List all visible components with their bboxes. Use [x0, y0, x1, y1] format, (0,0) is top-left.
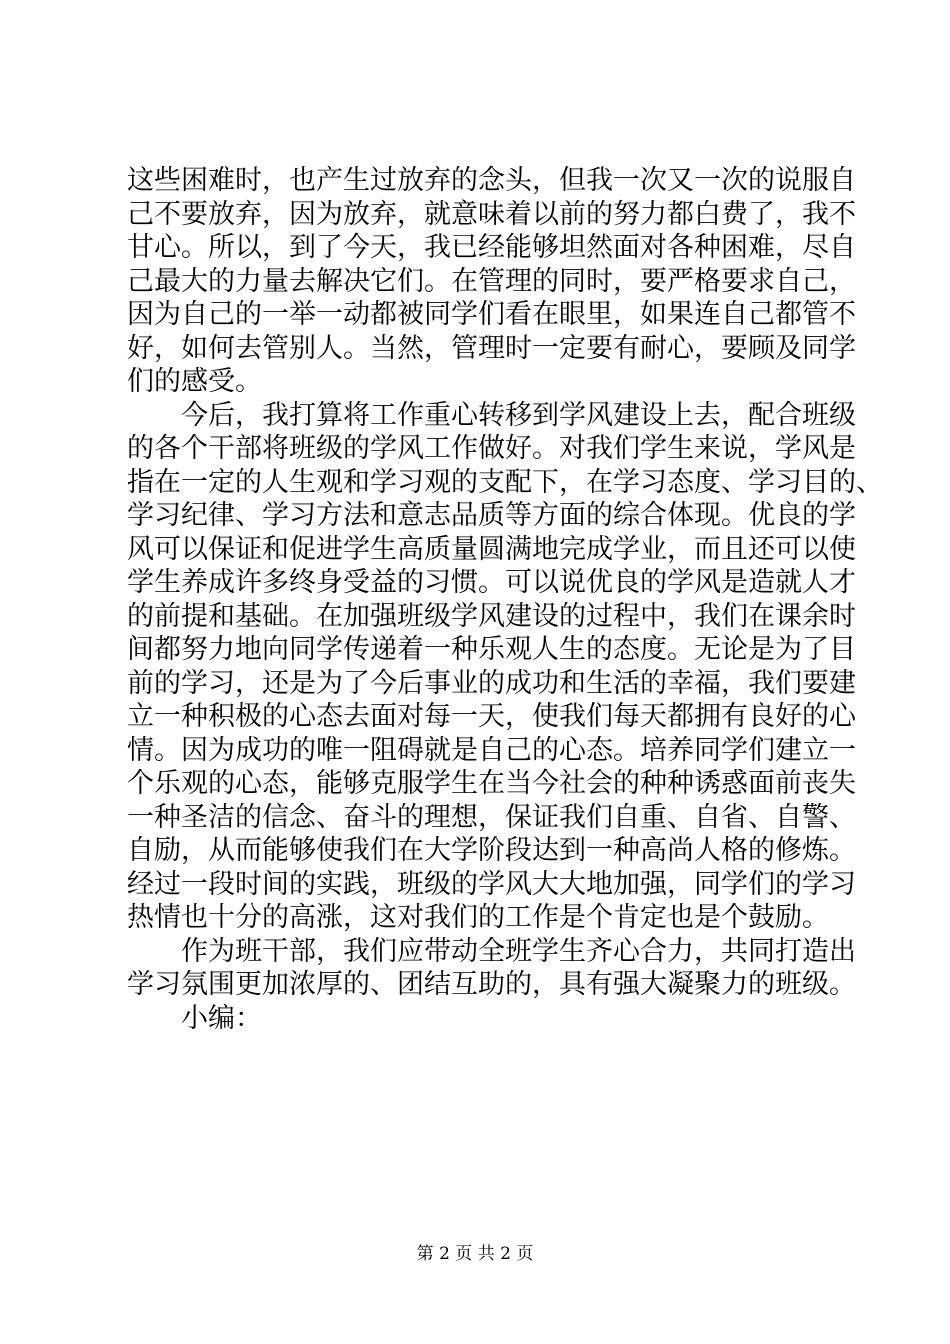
text-line: 学生养成许多终身受益的习惯。可以说优良的学风是造就人才	[127, 567, 856, 598]
document-body	[127, 164, 883, 1035]
text-line: 热情也十分的高涨，这对我们的工作是个肯定也是个鼓励。	[127, 902, 829, 933]
text-line: 前的学习，还是为了今后事业的成功和生活的幸福，我们要建	[127, 667, 856, 699]
text-line: 学习氛围更加浓厚的、团结互助的，具有强大凝聚力的班级。	[127, 969, 856, 1000]
text-line: 个乐观的心态，能够克服学生在当今社会的种种诱惑面前丧失	[127, 768, 856, 799]
text-line: 情。因为成功的唯一阻碍就是自己的心态。培养同学们建立一	[127, 734, 856, 766]
text-line: 这些困难时，也产生过放弃的念头，但我一次又一次的说服自	[127, 165, 856, 196]
text-line: 们的感受。	[127, 366, 262, 397]
text-line: 一种圣洁的信念、奋斗的理想，保证我们自重、自省、自警、	[127, 801, 856, 833]
text-line: 的前提和基础。在加强班级学风建设的过程中，我们在课余时	[127, 600, 856, 632]
text-line: 己不要放弃，因为放弃，就意味着以前的努力都白费了，我不	[127, 198, 856, 230]
text-line: 间都努力地向同学传递着一种乐观人生的态度。无论是为了目	[127, 634, 856, 665]
text-line: 风可以保证和促进学生高质量圆满地完成学业，而且还可以使	[127, 533, 856, 565]
text-line: 立一种积极的心态去面对每一天，使我们每天都拥有良好的心	[127, 701, 856, 732]
text-line: 学习纪律、学习方法和意志品质等方面的综合体现。优良的学	[127, 500, 856, 531]
text-line: 指在一定的人生观和学习观的支配下，在学习态度、学习目的、	[127, 466, 883, 498]
paragraph-4	[127, 1002, 827, 1036]
text-line: 好，如何去管别人。当然，管理时一定要有耐心，要顾及同学	[127, 332, 856, 364]
page-number-footer: 第 2 页 共 2 页	[416, 1244, 534, 1264]
text-line: 作为班干部，我们应带动全班学生齐心合力，共同打造出	[181, 935, 856, 967]
paragraph-1	[127, 164, 856, 399]
text-line: 的各个干部将班级的学风工作做好。对我们学生来说，学风是	[127, 433, 856, 464]
paragraph-2	[127, 399, 883, 935]
text-line: 自励，从而能够使我们在大学阶段达到一种高尚人格的修炼。	[127, 835, 856, 866]
text-line: 己最大的力量去解决它们。在管理的同时，要严格要求自己，	[127, 265, 856, 297]
text-line: 小编：	[181, 1002, 262, 1034]
text-line: 因为自己的一举一动都被同学们看在眼里，如果连自己都管不	[127, 299, 856, 330]
text-line: 经过一段时间的实践，班级的学风大大地加强，同学们的学习	[127, 868, 856, 900]
text-line: 今后，我打算将工作重心转移到学风建设上去，配合班级	[181, 399, 856, 431]
text-line: 甘心。所以，到了今天，我已经能够坦然面对各种困难，尽自	[127, 232, 856, 263]
paragraph-3	[127, 935, 856, 1002]
